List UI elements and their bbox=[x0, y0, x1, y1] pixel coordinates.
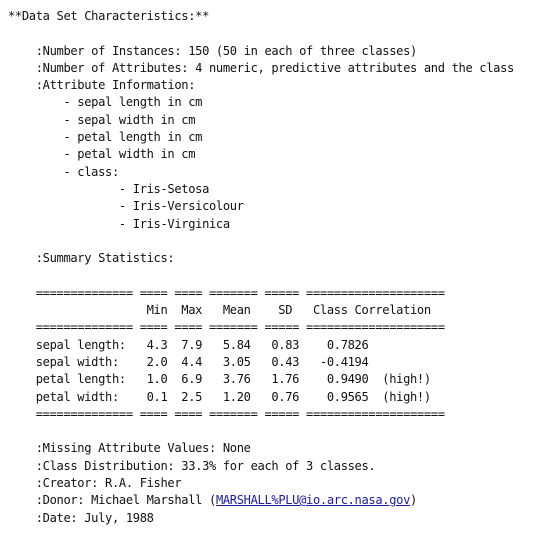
date: :Date: July, 1988 bbox=[8, 510, 154, 525]
attribute-item-sepal-width: - sepal width in cm bbox=[8, 112, 196, 127]
missing-attribute-values: :Missing Attribute Values: None bbox=[8, 441, 251, 456]
donor bbox=[8, 492, 514, 509]
attribute-item-sepal-length: - sepal length in cm bbox=[8, 95, 203, 110]
class-item-virginica: - Iris-Virginica bbox=[8, 216, 230, 231]
class-item-setosa: - Iris-Setosa bbox=[8, 181, 210, 196]
table-header-row: Min Max Mean SD Class Correlation bbox=[8, 303, 431, 318]
donor-suffix: ) bbox=[410, 493, 417, 508]
attribute-item-class: - class: bbox=[8, 164, 119, 179]
table-row-petal-width: petal width: 0.1 2.5 1.20 0.76 0.9565 (high!) bbox=[8, 389, 431, 404]
attribute-item-petal-length: - petal length in cm bbox=[8, 130, 203, 145]
number-of-instances: :Number of Instances: 150 (50 in each of three classes) bbox=[8, 43, 417, 58]
blank-line bbox=[8, 25, 514, 42]
table-row-petal-length: petal length: 1.0 6.9 3.76 1.76 0.9490 (high!) bbox=[8, 372, 431, 387]
number-of-attributes: :Number of Attributes: 4 numeric, predictive attributes and the class bbox=[8, 60, 514, 75]
table-row-sepal-length: sepal length: 4.3 7.9 5.84 0.83 0.7826 bbox=[8, 337, 369, 352]
heading: **Data Set Characteristics:** bbox=[8, 9, 210, 23]
creator: :Creator: R.A. Fisher bbox=[8, 476, 182, 491]
attribute-item-petal-width: - petal width in cm bbox=[8, 147, 196, 162]
blank-line bbox=[8, 267, 514, 284]
dataset-description bbox=[8, 8, 514, 527]
table-rule-bottom: ============== ==== ==== ======= ===== ==================== bbox=[8, 406, 445, 421]
blank-line bbox=[8, 423, 514, 440]
class-item-versicolour: - Iris-Versicolour bbox=[8, 199, 244, 214]
summary-statistics-label: :Summary Statistics: bbox=[8, 251, 175, 266]
attribute-information-label: :Attribute Information: bbox=[8, 78, 196, 93]
blank-line bbox=[8, 233, 514, 250]
table-rule-header: ============== ==== ==== ======= ===== ==================== bbox=[8, 320, 445, 335]
donor-email-link[interactable]: MARSHALL%PLU@io.arc.nasa.gov bbox=[215, 493, 411, 508]
donor-prefix: :Donor: Michael Marshall ( bbox=[8, 493, 216, 508]
table-row-sepal-width: sepal width: 2.0 4.4 3.05 0.43 -0.4194 bbox=[8, 354, 369, 369]
table-rule-top: ============== ==== ==== ======= ===== ==================== bbox=[8, 285, 445, 300]
class-distribution: :Class Distribution: 33.3% for each of 3 classes. bbox=[8, 458, 376, 473]
